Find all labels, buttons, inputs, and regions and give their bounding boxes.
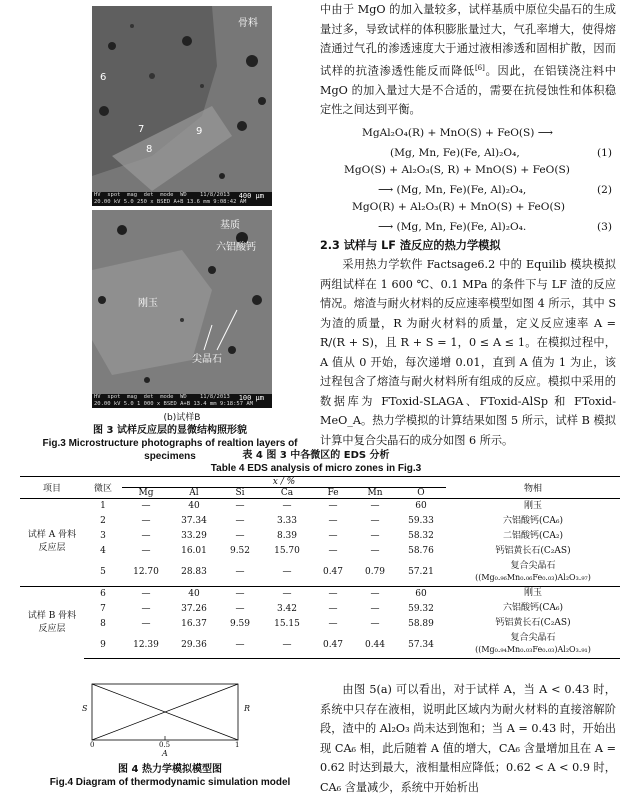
cell-value: — <box>141 618 151 629</box>
cell-value: — <box>141 546 151 556</box>
phase-formula: ((Mg₀.₉₆Mn₀.₀₆Fe₀.₀₃)Al₂O₃.₉₇) <box>475 572 591 582</box>
sem-image-b <box>92 210 272 408</box>
cell-phase: 复合尖晶石 ((Mg₀.₉₄Mn₀.₀₃Fe₀.₀₃)Al₂O₃.₉₁) <box>446 631 620 659</box>
cell-value: — <box>122 499 170 514</box>
cell-value: 15.70 <box>274 546 300 556</box>
equation-3: MgO(R) + Al₂O₃(R) + MnO(S) + FeO(S) ⟶ (Mg, Mn, Fe)(Fe, Al)₂O₄. (3) <box>352 201 612 233</box>
cell-value: — <box>370 603 380 614</box>
cell-zone: 5 <box>100 567 106 577</box>
cell-value: 9.52 <box>229 546 251 556</box>
bottom-right-paragraph: 由图 5(a) 可以看出，对于试样 A，当 A < 0.43 时，系统中只存在液相，说明此区域内为耐火材料的直接溶解阶段，渣中的 Al₂O₃ 尚未达到饱和；当 A = 0.43 时，开始出现 CA₆ 相，此后随着 A 值的增大，CA₆ 含量增加且在 A = 0.62 时达到最大，液相量相应降低；0.62 < A < 0.9 时，CA₆ 含量减少，系统中开始析出 <box>320 683 616 794</box>
cell-value: — <box>328 546 338 556</box>
equation-2: MgO(S) + Al₂O₃(S, R) + MnO(S) + FeO(S) ⟶ (Mg, Mn, Fe)(Fe, Al)₂O₄, (2) <box>344 164 612 196</box>
cell-value: 0.47 <box>312 631 354 659</box>
cell-value: 12.39 <box>122 631 170 659</box>
cell-value: 58.32 <box>408 531 434 541</box>
cell-value: — <box>354 586 396 601</box>
fig4-label-s: S <box>82 704 88 713</box>
citation-6[interactable]: [6] <box>474 63 485 72</box>
cell-value: — <box>141 603 151 614</box>
cell-phase: 钙铝黄长石(C₂AS) <box>495 618 571 628</box>
cell-zone: 4 <box>100 546 106 556</box>
header-si: Si <box>235 488 245 498</box>
cell-value: 8.39 <box>276 531 298 541</box>
cell-value: — <box>235 531 245 541</box>
cell-value: — <box>122 586 170 601</box>
cell-value: 57.34 <box>396 631 446 659</box>
cell-value: — <box>328 516 338 526</box>
cell-zone: 1 <box>84 499 122 514</box>
table-row <box>20 529 620 544</box>
table-row <box>20 559 620 587</box>
cell-value: 29.36 <box>170 631 218 659</box>
eds-table <box>20 476 620 659</box>
fig4-axis-label-a: A <box>162 749 168 758</box>
header-unit: x / % <box>122 477 446 488</box>
cell-value: 33.29 <box>181 531 207 541</box>
cell-zone: 6 <box>84 586 122 601</box>
cell-value: — <box>328 603 338 614</box>
cell-value: — <box>370 531 380 541</box>
cell-value: — <box>354 499 396 514</box>
cell-value: 16.37 <box>181 618 207 629</box>
cell-value: 0.47 <box>322 567 344 577</box>
cell-zone: 2 <box>100 516 106 526</box>
cell-phase: 复合尖晶石 ((Mg₀.₉₆Mn₀.₀₆Fe₀.₀₃)Al₂O₃.₉₇) <box>475 560 591 582</box>
header-fe: Fe <box>327 488 339 498</box>
fig3-caption-en: Fig.3 Microstructure photographs of realtion layers of specimens <box>42 438 298 462</box>
sem-label-9: 9 <box>196 126 203 137</box>
fig4-caption <box>20 763 320 789</box>
cell-value: 37.26 <box>181 603 207 614</box>
header-mg: Mg <box>138 488 154 498</box>
cell-value: — <box>141 516 151 526</box>
cell-phase: 二铝酸钙(CA₂) <box>502 530 564 541</box>
table-row <box>20 601 620 616</box>
table-row <box>20 616 620 631</box>
fig4-diagram <box>80 678 260 758</box>
section-heading-2-3: 2.3 试样与 LF 渣反应的热力学模拟 <box>320 239 501 252</box>
equation-block <box>320 126 616 237</box>
sem-label-corundum: 刚玉 <box>138 298 158 309</box>
cell-value: 60 <box>396 586 446 601</box>
header-o: O <box>417 488 425 498</box>
cell-value: — <box>218 499 262 514</box>
sem-image-a <box>92 6 272 206</box>
cell-value: — <box>262 499 312 514</box>
sem-sublabel-b: (b)试样B <box>163 413 201 423</box>
equation-1: MgAl₂O₄(R) + MnO(S) + FeO(S) ⟶ (Mg, Mn, Fe)(Fe, Al)₂O₄, (1) <box>362 127 612 159</box>
cell-value: 37.34 <box>181 516 207 526</box>
header-mn: Mn <box>367 488 383 498</box>
group-label-a: 试样 A 骨料反应层 <box>20 499 84 587</box>
cell-phase: 钙铝黄长石(C₂AS) <box>495 545 571 556</box>
sem-label-7: 7 <box>138 124 145 135</box>
table-row <box>20 586 620 601</box>
cell-value: — <box>235 516 245 526</box>
cell-value: 12.70 <box>133 567 159 577</box>
cell-value: — <box>312 499 354 514</box>
fig3-caption-zh: 图 3 试样反应层的显微结构照形貌 <box>93 425 247 436</box>
cell-value: 3.33 <box>276 516 298 526</box>
cell-value: — <box>141 531 151 541</box>
cell-value: 3.42 <box>276 603 298 614</box>
table4-wrapper <box>20 476 620 659</box>
cell-phase: 六铝酸钙(CA₆) <box>502 603 564 613</box>
fig4-tick-0: 0 <box>90 741 95 749</box>
cell-value: 60 <box>396 499 446 514</box>
cell-phase: 刚玉 <box>446 499 620 514</box>
header-item: 项目 <box>20 477 84 499</box>
table4-title <box>0 449 632 475</box>
cell-value: — <box>235 603 245 614</box>
cell-value: 58.76 <box>408 546 434 556</box>
table-row <box>20 514 620 529</box>
cell-value: 57.21 <box>408 567 434 577</box>
right-paragraph-2: 采用热力学软件 Factsage6.2 中的 Equilib 模块模拟两组试样在 1 600 ℃、0.1 MPa 的条件下与 LF 渣的反应情况。熔渣与耐火材料的反应速率模型如图 4 所示，其中 S 为渣的质量，R 为耐火材料的质量，定义反应速率 A = R/(R + S)，且 R + S = 1，0 ≤ A ≤ 1。在模拟过程中，A 值从 0 开始，每次递增 0.01，直到 A 值为 1 为止，该过程包含了熔渣与耐火材料所有组成的反应。模拟中采用的数据库为 FToxid-SLAGA、FToxid-AlSp 和 FToxid-MeO_A。热力学模拟的计算结果如图 5 所示，试样 B 模拟计算中复合尖晶石的成分如图 6 所示。 <box>320 258 616 447</box>
cell-value: — <box>328 618 338 629</box>
header-ca: Ca <box>280 488 294 498</box>
fig4-label-r: R <box>244 704 251 713</box>
fig4-caption-zh: 图 4 热力学模拟模型图 <box>118 764 222 775</box>
fig4-tick-1: 1 <box>235 741 240 749</box>
table4-title-en: Table 4 EDS analysis of micro zones in Fig.3 <box>210 463 422 474</box>
cell-phase: 六铝酸钙(CA₆) <box>502 515 564 526</box>
right-paragraph-1: 中由于 MgO 的加入量较多，试样基质中原位尖晶石的生成量过多，导致试样的体积膨胀量过大，气孔率增大，使得熔渣通过气孔的渗透速度大于通过液相渗透和固相扩散，因而试样的抗渣渗透性能反而降低[6]。因此，在铝镁浇注料中 MgO 的加入量过大是不合适的，需要在抗侵蚀性和体积稳定性之间达到平衡。 <box>320 3 616 117</box>
cell-value: — <box>235 567 245 577</box>
cell-value: — <box>370 516 380 526</box>
fig4-caption-en: Fig.4 Diagram of thermodynamic simulation model <box>49 777 291 788</box>
cell-phase: 刚玉 <box>446 586 620 601</box>
cell-value: 28.83 <box>181 567 207 577</box>
sem-texture-a <box>92 6 272 206</box>
table4-title-zh: 表 4 图 3 中各微区的 EDS 分析 <box>242 450 390 461</box>
cell-zone: 9 <box>84 631 122 659</box>
header-al: Al <box>189 488 199 498</box>
sem-label-ca6: 六铝酸钙 <box>216 242 256 253</box>
cell-value: 59.33 <box>408 516 434 526</box>
sem-label-matrix: 基质 <box>220 220 240 231</box>
cell-value: — <box>282 567 292 577</box>
cell-value: 59.32 <box>408 603 434 614</box>
cell-zone: 8 <box>100 618 106 629</box>
cell-value: 0.44 <box>354 631 396 659</box>
header-phase: 物相 <box>446 477 620 499</box>
sem-infobar-b: HV spot mag det mode WD 11/8/2013 20.00 kV 5.0 1 000 x BSED A+B 13.4 mm 9:18:57 AM 100 μm <box>92 394 272 408</box>
scale-bar-a: 400 μm <box>238 192 264 200</box>
cell-value: 9.59 <box>229 618 251 629</box>
fig4-tick-05: 0.5 <box>159 741 171 749</box>
cell-zone: 7 <box>100 603 106 614</box>
sem-label-6: 6 <box>100 72 107 83</box>
cell-value: — <box>262 586 312 601</box>
sem-infobar-a: HV spot mag det mode WD 11/8/2013 20.00 kV 5.0 250 x BSED A+B 13.6 mm 9:08:42 AM 400 μm <box>92 192 272 206</box>
cell-value: — <box>218 631 262 659</box>
cell-zone: 3 <box>100 531 106 541</box>
cell-value: — <box>370 546 380 556</box>
cell-value: — <box>262 631 312 659</box>
cell-value: 40 <box>170 586 218 601</box>
cell-value: 58.89 <box>408 618 434 629</box>
table-row <box>20 499 620 514</box>
cell-value: — <box>328 531 338 541</box>
sem-label-aggregate: 骨料 <box>238 18 258 29</box>
cell-value: 40 <box>170 499 218 514</box>
cell-value: 15.15 <box>274 618 300 629</box>
sem-label-spinel: 尖晶石 <box>192 354 222 365</box>
header-zone: 微区 <box>84 477 122 499</box>
phase-formula: ((Mg₀.₉₄Mn₀.₀₃Fe₀.₀₃)Al₂O₃.₉₁) <box>475 645 591 654</box>
group-label-b: 试样 B 骨料反应层 <box>20 586 84 659</box>
sem-label-8: 8 <box>146 144 153 155</box>
table-row <box>20 631 620 659</box>
scale-bar-b: 100 μm <box>238 394 264 402</box>
cell-value: 16.01 <box>181 546 207 556</box>
cell-value: — <box>370 618 380 629</box>
cell-value: — <box>312 586 354 601</box>
cell-value: 0.79 <box>364 567 386 577</box>
cell-value: — <box>218 586 262 601</box>
table-row <box>20 544 620 559</box>
